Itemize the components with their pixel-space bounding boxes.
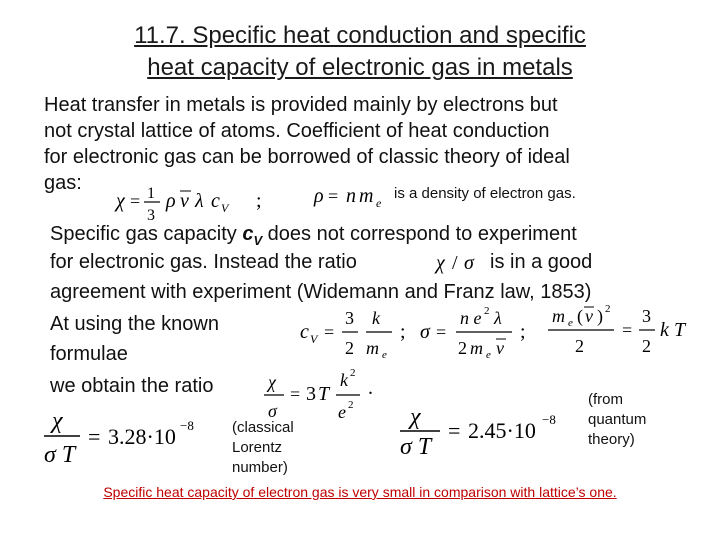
density-note: is a density of electron gas. — [394, 185, 576, 202]
classical-note — [232, 418, 294, 478]
svg-text:2: 2 — [484, 305, 490, 317]
para2-line-2-pre: for electronic gas. Instead the ratio — [50, 251, 357, 273]
svg-text:V: V — [221, 201, 229, 215]
svg-text:v: v — [180, 190, 189, 212]
svg-text:): ) — [597, 306, 603, 326]
classical-result-formula — [40, 400, 230, 472]
svg-text:v: v — [496, 338, 504, 358]
cv-symbol-letter: c — [242, 223, 254, 245]
svg-text:σ T: σ T — [400, 434, 432, 458]
svg-text:m: m — [366, 338, 379, 358]
svg-text:=: = — [622, 320, 633, 340]
svg-text:3: 3 — [642, 306, 651, 326]
svg-text:;: ; — [256, 190, 262, 212]
svg-text:V: V — [310, 332, 318, 346]
svg-text:e: e — [382, 349, 387, 361]
density-formula — [312, 180, 392, 210]
para2-line-5: formulae — [50, 343, 128, 365]
svg-text:λ: λ — [494, 308, 502, 328]
intro-line-2: not crystal lattice of atoms. Coefficient of heat conduction — [44, 120, 550, 142]
svg-text:2: 2 — [458, 338, 467, 358]
chi-sigma-ratio-inline — [432, 248, 486, 276]
svg-text:=: = — [130, 191, 141, 211]
svg-text:k: k — [372, 308, 380, 328]
quantum-note — [588, 390, 646, 450]
svg-text:.: . — [368, 377, 373, 399]
svg-text:(: ( — [577, 306, 583, 326]
svg-text:e: e — [486, 349, 491, 361]
svg-text:c: c — [300, 321, 309, 343]
classical-note-line-3: number) — [232, 459, 288, 476]
title-line-1: 11.7. Specific heat conduction and specific — [134, 22, 586, 49]
quantum-value: 2.45·10 — [468, 418, 536, 443]
svg-text:σ T: σ T — [44, 442, 76, 468]
svg-text:χ: χ — [410, 404, 421, 430]
svg-text:ρ: ρ — [314, 185, 324, 207]
quantum-note-line-3: theory) — [588, 431, 635, 448]
svg-text:χ: χ — [436, 252, 445, 274]
heat-capacity-formula — [296, 300, 416, 362]
footer-conclusion: Specific heat capacity of electron gas is very small in comparison with lattice’s one. — [103, 484, 617, 500]
svg-text:;: ; — [520, 321, 526, 343]
cv-symbol-sub: V — [253, 233, 263, 248]
para2-line-3: agreement with experiment (Widemann and Franz law, 1853) — [50, 281, 592, 303]
classical-exp: −8 — [180, 418, 194, 433]
svg-text:T: T — [318, 383, 330, 405]
svg-text:=: = — [290, 384, 301, 404]
svg-text:v: v — [585, 306, 593, 326]
svg-text:2: 2 — [345, 338, 354, 358]
intro-line-4: gas: — [44, 172, 82, 194]
svg-text:e: e — [338, 402, 346, 422]
svg-text:=: = — [328, 186, 339, 206]
svg-text:;: ; — [400, 321, 406, 343]
svg-text:3: 3 — [345, 308, 354, 328]
svg-text:σ: σ — [268, 401, 277, 421]
quantum-result-formula — [396, 398, 586, 458]
svg-text:σ: σ — [420, 321, 430, 343]
title-line-2: heat capacity of electronic gas in metals — [147, 54, 573, 81]
svg-text:3: 3 — [147, 207, 155, 224]
quantum-exp: −8 — [542, 412, 556, 427]
svg-text:m: m — [470, 338, 483, 358]
para2-line-2-post: is in a good — [490, 251, 593, 273]
para2-line-1-post: does not correspond to experiment — [262, 223, 577, 245]
svg-text:3: 3 — [306, 383, 316, 405]
svg-text:=: = — [324, 322, 335, 342]
kinetic-energy-formula — [544, 298, 694, 362]
svg-text:e: e — [376, 196, 382, 210]
para2-line-6: we obtain the ratio — [50, 375, 214, 397]
classical-note-line-2: Lorentz — [232, 439, 283, 456]
svg-text:1: 1 — [147, 185, 155, 202]
conductivity-formula — [416, 300, 536, 362]
svg-text:=: = — [436, 322, 447, 342]
page-title — [0, 20, 720, 84]
svg-text:n e: n e — [460, 308, 482, 328]
svg-text:/: / — [452, 252, 458, 274]
classical-note-line-1: (classical — [232, 419, 294, 436]
para2-line-4: At using the known — [50, 313, 219, 335]
svg-text:2: 2 — [348, 399, 354, 411]
intro-line-3: for electronic gas can be borrowed of classic theory of ideal — [44, 146, 570, 168]
svg-text:e: e — [568, 317, 573, 329]
quantum-note-line-1: (from — [588, 391, 623, 408]
svg-text:c: c — [211, 190, 220, 212]
svg-text:2: 2 — [575, 336, 584, 356]
svg-text:2: 2 — [642, 336, 651, 356]
heat-conduction-formula — [112, 176, 272, 226]
svg-text:=: = — [88, 424, 101, 449]
svg-text:T: T — [674, 319, 686, 341]
svg-text:m: m — [552, 306, 565, 326]
para2-line-1-pre: Specific gas capacity — [50, 223, 243, 245]
svg-text:n: n — [346, 185, 356, 207]
svg-text:σ: σ — [464, 252, 474, 274]
quantum-note-line-2: quantum — [588, 411, 647, 428]
classical-value: 3.28·10 — [108, 424, 176, 449]
svg-text:k: k — [660, 319, 669, 341]
svg-text:λ: λ — [195, 190, 204, 212]
svg-text:2: 2 — [605, 303, 611, 315]
svg-text:χ: χ — [52, 408, 63, 434]
svg-text:m: m — [359, 185, 374, 207]
intro-line-1: Heat transfer in metals is provided mainly by electrons but — [44, 94, 558, 116]
svg-text:χ: χ — [268, 372, 276, 392]
svg-text:χ: χ — [116, 190, 125, 212]
svg-text:2: 2 — [350, 367, 356, 379]
ratio-formula — [262, 362, 382, 424]
svg-text:k: k — [340, 370, 348, 390]
cv-symbol — [242, 223, 263, 248]
svg-text:ρ: ρ — [166, 190, 176, 212]
svg-text:=: = — [448, 418, 461, 443]
